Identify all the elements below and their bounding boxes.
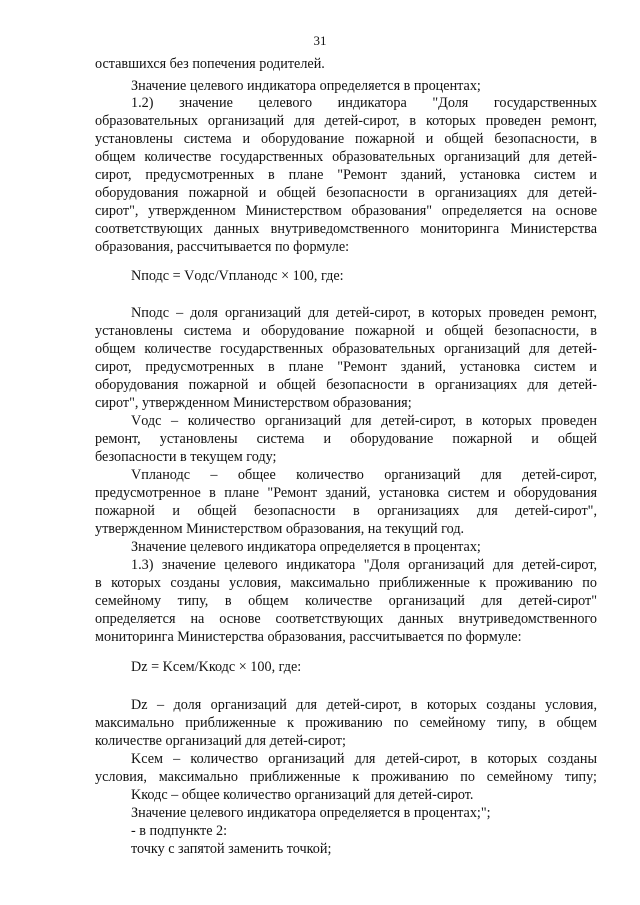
text-line: мониторинга Министерства образования, рассчитывается по формуле: bbox=[95, 629, 522, 645]
text-line: в которых созданы условия, максимально приближенные к проживанию по bbox=[95, 575, 597, 591]
text-line: 1.3) значение целевого индикатора "Доля организаций для детей-сирот, bbox=[131, 557, 597, 573]
text-line: точку с запятой заменить точкой; bbox=[131, 841, 332, 857]
text-line: количестве организаций для детей-сирот; bbox=[95, 733, 346, 749]
text-line: образовательных организаций для детей-сирот, в которых проведен ремонт, bbox=[95, 113, 597, 129]
text-line: оборудования пожарной и общей безопасности в организациях для детей- bbox=[95, 185, 597, 201]
text-line: установлены система и оборудование пожарной и общей безопасности, в bbox=[95, 323, 597, 339]
text-line: Dz – доля организаций для детей-сирот, в которых созданы условия, bbox=[131, 697, 597, 713]
text-line: - в подпункте 2: bbox=[131, 823, 228, 839]
text-line: Nподс – доля организаций для детей-сирот, в которых проведен ремонт, bbox=[131, 305, 597, 321]
text-line: сирот, предусмотренных в плане "Ремонт зданий, установка систем и bbox=[95, 359, 597, 375]
text-line: сирот, предусмотренных в плане "Ремонт зданий, установка систем и bbox=[95, 167, 597, 183]
text-line: Kкодс – общее количество организаций для детей-сирот. bbox=[131, 787, 474, 803]
text-line: соответствующих данных внутриведомственного мониторинга Министерства bbox=[95, 221, 597, 237]
text-line: общем количестве государственных образовательных организаций для детей- bbox=[95, 341, 597, 357]
text-line: 1.2) значение целевого индикатора "Доля государственных bbox=[131, 95, 597, 111]
formula: Dz = Kсем/Kкодс × 100, где: bbox=[131, 659, 302, 675]
text-line: Значение целевого индикатора определяется в процентах; bbox=[131, 539, 481, 555]
text-line: оборудования пожарной и общей безопасности в организациях для детей- bbox=[95, 377, 597, 393]
text-line: образования, рассчитывается по формуле: bbox=[95, 239, 350, 255]
text-line: общем количестве государственных образовательных организаций для детей- bbox=[95, 149, 597, 165]
text-line: семейному типу, в общем количестве организаций для детей-сирот" bbox=[95, 593, 597, 609]
text-line: ремонт, установлены система и оборудование пожарной и общей bbox=[95, 431, 597, 447]
text-line: оставшихся без попечения родителей. bbox=[95, 56, 325, 72]
formula: Nподс = Vодс/Vпланодс × 100, где: bbox=[131, 268, 344, 284]
page-number: 31 bbox=[313, 33, 327, 48]
text-line: установлены система и оборудование пожарной и общей безопасности, в bbox=[95, 131, 597, 147]
text-line: Vпланодс – общее количество организаций для детей-сирот, bbox=[131, 467, 597, 483]
text-line: Значение целевого индикатора определяется в процентах; bbox=[131, 78, 481, 94]
text-line: определяется на основе соответствующих данных внутриведомственного bbox=[95, 611, 597, 627]
text-line: безопасности в текущем году; bbox=[95, 449, 277, 465]
text-line: сирот", утвержденном Министерством образования; bbox=[95, 395, 412, 411]
text-line: пожарной и общей безопасности в организациях для детей-сирот", bbox=[95, 503, 597, 519]
text-line: Vодс – количество организаций для детей-сирот, в которых проведен bbox=[131, 413, 597, 429]
text-line: Kсем – количество организаций для детей-сирот, в которых созданы bbox=[131, 751, 597, 767]
text-line: предусмотренное в плане "Ремонт зданий, установка систем и оборудования bbox=[95, 485, 597, 501]
text-line: Значение целевого индикатора определяется в процентах;"; bbox=[131, 805, 491, 821]
text-line: утвержденном Министерством образования, на текущий год. bbox=[95, 521, 465, 537]
text-line: максимально приближенные к проживанию по семейному типу, в общем bbox=[95, 715, 597, 731]
text-line: сирот", утвержденном Министерством образования" определяется на основе bbox=[95, 203, 597, 219]
text-line: условия, максимально приближенные к проживанию по семейному типу; bbox=[95, 769, 597, 785]
